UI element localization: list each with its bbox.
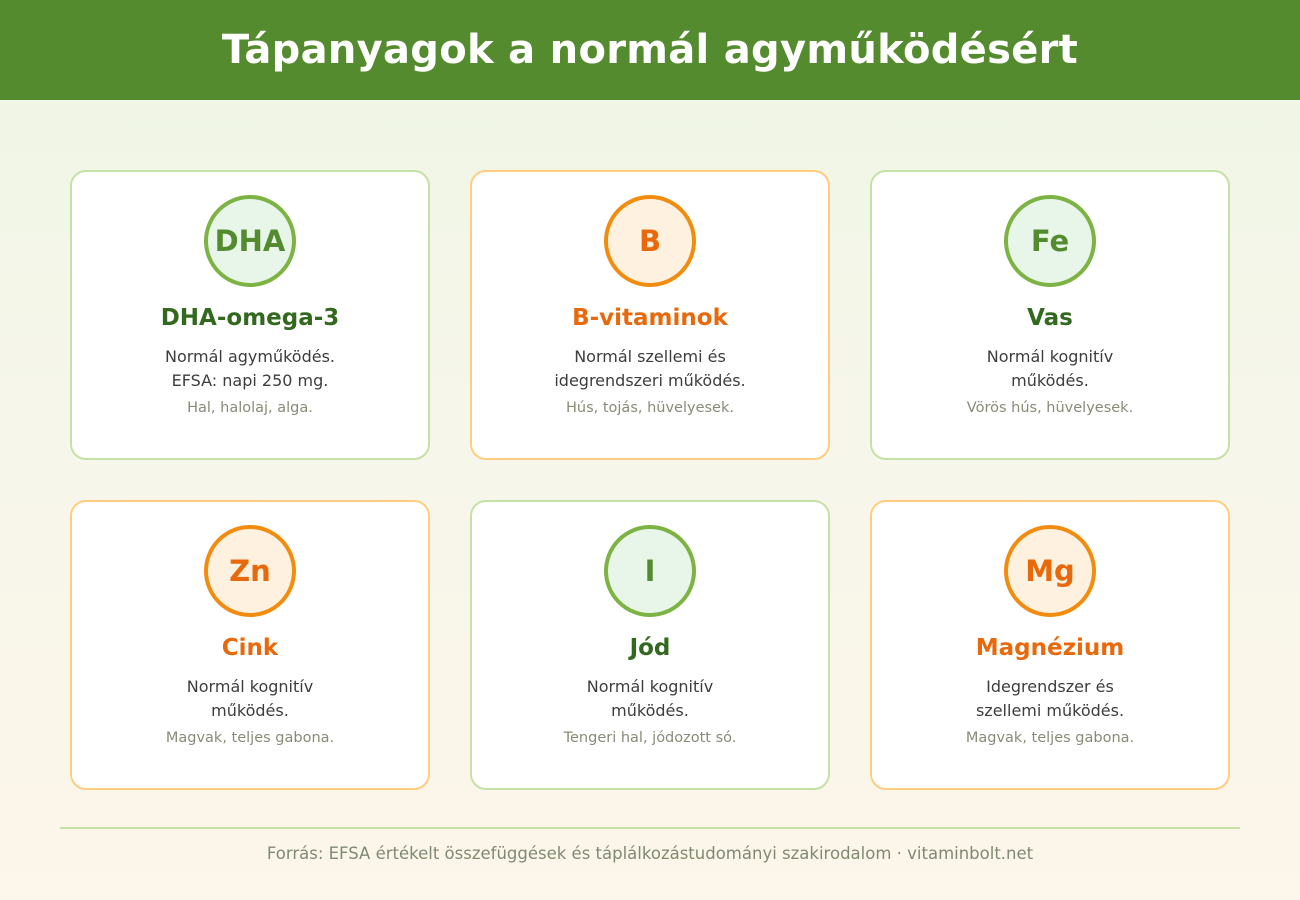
- nutrient-card-zinc: [70, 500, 430, 790]
- nutrient-food-sources: Tengeri hal, jódozott só.: [563, 730, 737, 746]
- description-line: Normál szellemi és: [574, 347, 726, 366]
- description-line: működés.: [211, 701, 289, 720]
- description-line: EFSA: napi 250 mg.: [171, 371, 329, 390]
- nutrient-food-sources: Magvak, teljes gabona.: [165, 730, 335, 746]
- description-line: Normál kognitív: [986, 347, 1114, 366]
- nutrient-food-sources: Hús, tojás, hüvelyesek.: [565, 400, 734, 416]
- dha-badge-icon: DHA: [204, 195, 296, 287]
- nutrient-description: [110, 675, 390, 723]
- nutrient-food-sources: Magvak, teljes gabona.: [965, 730, 1135, 746]
- description-line: szellemi működés.: [975, 701, 1125, 720]
- nutrient-name: Magnézium: [975, 635, 1125, 661]
- nutrient-name: Jód: [629, 635, 671, 661]
- description-line: Normál kognitív: [186, 677, 314, 696]
- nutrient-card-dha: [70, 170, 430, 460]
- nutrient-card-magnesium: [870, 500, 1230, 790]
- description-line: működés.: [1011, 371, 1089, 390]
- nutrient-name: DHA-omega-3: [160, 305, 340, 331]
- nutrient-food-sources: Vörös hús, hüvelyesek.: [966, 400, 1134, 416]
- nutrient-description: [110, 345, 390, 393]
- nutrient-name: B-vitaminok: [572, 305, 728, 331]
- nutrient-name: Vas: [1027, 305, 1073, 331]
- description-line: Normál kognitív: [586, 677, 714, 696]
- footer-divider: [60, 827, 1240, 829]
- nutrient-description: [510, 345, 790, 393]
- iodine-badge-icon: I: [604, 525, 696, 617]
- b-vitamin-badge-icon: B: [604, 195, 696, 287]
- page-header: [0, 0, 1300, 100]
- nutrient-food-sources: Hal, halolaj, alga.: [187, 400, 313, 416]
- description-line: idegrendszeri működés.: [554, 371, 746, 390]
- magnesium-badge-icon: Mg: [1004, 525, 1096, 617]
- source-footer: Forrás: EFSA értékelt összefüggések és táplálkozástudományi szakirodalom · vitaminbolt.net: [266, 844, 1034, 863]
- iron-badge-icon: Fe: [1004, 195, 1096, 287]
- description-line: működés.: [611, 701, 689, 720]
- nutrient-description: [910, 345, 1190, 393]
- description-line: Idegrendszer és: [986, 677, 1114, 696]
- page-title: Tápanyagok a normál agyműködésért: [221, 27, 1079, 73]
- nutrient-description: [910, 675, 1190, 723]
- nutrient-card-iron: [870, 170, 1230, 460]
- description-line: Normál agyműködés.: [164, 347, 336, 366]
- nutrient-card-b-vitamins: [470, 170, 830, 460]
- nutrient-name: Cink: [221, 635, 279, 661]
- nutrient-card-iodine: [470, 500, 830, 790]
- nutrient-description: [510, 675, 790, 723]
- zinc-badge-icon: Zn: [204, 525, 296, 617]
